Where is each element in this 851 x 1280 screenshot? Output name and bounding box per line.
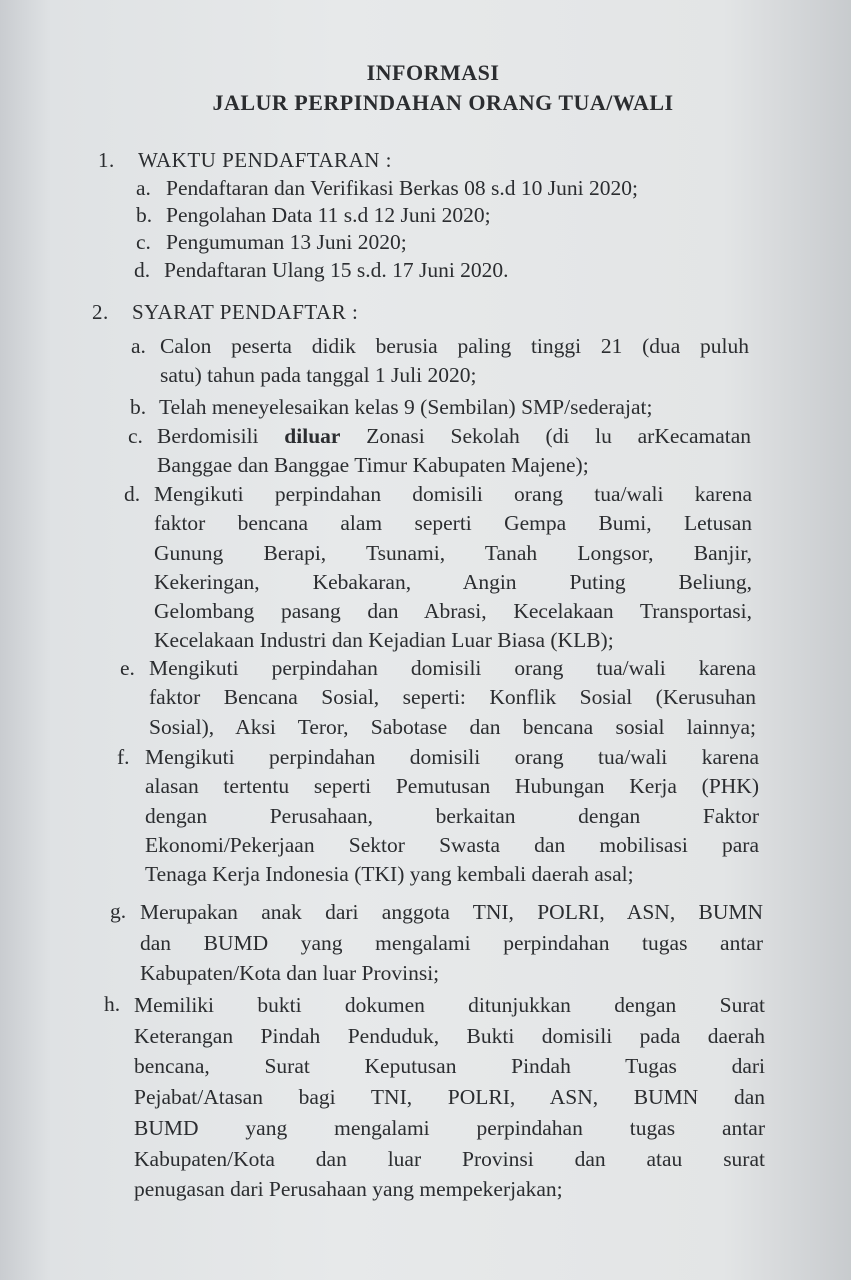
item-label: e. <box>120 656 135 680</box>
item-text: Memiliki bukti dokumen ditunjukkan dengan Surat Keterangan Pindah Penduduk, Bukti domisili pada daerah bencana, Surat Keputusan Pindah Tugas dari Pejabat/Atasan bagi TNI, POLRI, ASN, BUMN dan BUMD yang mengalami perpindahan tugas antar Kabupaten/Kota dan luar Provinsi dan atau surat penugasan dari Perusahaan yang mempekerjakan; <box>134 993 765 1202</box>
section-number: 1. <box>98 148 115 172</box>
item-text: Pendaftaran Ulang 15 s.d. 17 Juni 2020. <box>164 258 509 282</box>
section-1-heading <box>98 148 392 173</box>
section-2-heading <box>92 300 358 325</box>
item-text: Mengikuti perpindahan domisili orang tua/wali karena alasan tertentu seperti Pemutusan Hubungan Kerja (PHK) dengan Perusahaan, berkaitan dengan Faktor Ekonomi/Pekerjaan Sektor Swasta dan mobilisasi para Tenaga Kerja Indonesia (TKI) yang kembali daerah asal; <box>145 745 759 887</box>
section-title: WAKTU PENDAFTARAN : <box>138 148 392 172</box>
item-text: Telah meneyelesaikan kelas 9 (Sembilan) SMP/sederajat; <box>159 395 653 419</box>
item-text: Pengolahan Data 11 s.d 12 Juni 2020; <box>166 203 491 227</box>
item-label: d. <box>124 482 141 506</box>
item-label: b. <box>130 395 147 419</box>
item-label: c. <box>128 424 143 448</box>
document-title: INFORMASI <box>366 60 500 85</box>
item-label: c. <box>136 230 151 254</box>
item-label: a. <box>136 176 151 200</box>
section-title: SYARAT PENDAFTAR : <box>132 300 359 324</box>
item-label: d. <box>134 258 151 282</box>
item-label: g. <box>110 899 127 923</box>
item-text: Calon peserta didik berusia paling tinggi 21 (dua puluh satu) tahun pada tanggal 1 Juli 2020; <box>160 334 749 388</box>
item-text: Merupakan anak dari anggota TNI, POLRI, ASN, BUMN dan BUMD yang mengalami perpindahan tugas antar Kabupaten/Kota dan luar Provinsi; <box>140 900 763 985</box>
item-text: Pengumuman 13 Juni 2020; <box>166 230 407 254</box>
section-number: 2. <box>92 300 109 324</box>
item-label: h. <box>104 992 121 1016</box>
emphasis-text: diluar <box>284 424 341 448</box>
item-text: Mengikuti perpindahan domisili orang tua/wali karena faktor Bencana Sosial, seperti: Konflik Sosial (Kerusuhan Sosial), Aksi Teror, Sabotase dan bencana sosial lainnya; <box>149 656 756 739</box>
item-label: b. <box>136 203 153 227</box>
document-subtitle: JALUR PERPINDAHAN ORANG TUA/WALI <box>212 90 674 115</box>
item-text: Berdomisili diluar Zonasi Sekolah (di lu arKecamatan Banggae dan Banggae Timur Kabupaten Majene); <box>157 424 752 478</box>
item-text: Pendaftaran dan Verifikasi Berkas 08 s.d 10 Juni 2020; <box>166 176 638 200</box>
item-label: a. <box>131 334 146 358</box>
item-text: Mengikuti perpindahan domisili orang tua/wali karena faktor bencana alam seperti Gempa Bumi, Letusan Gunung Berapi, Tsunami, Tanah Longsor, Banjir, Kekeringan, Kebakaran, Angin Puting Beliung, Gelombang pasang dan Abrasi, Kecelakaan Transportasi, Kecelakaan Industri dan Kejadian Luar Biasa (KLB); <box>154 482 752 653</box>
item-label: f. <box>117 745 130 769</box>
